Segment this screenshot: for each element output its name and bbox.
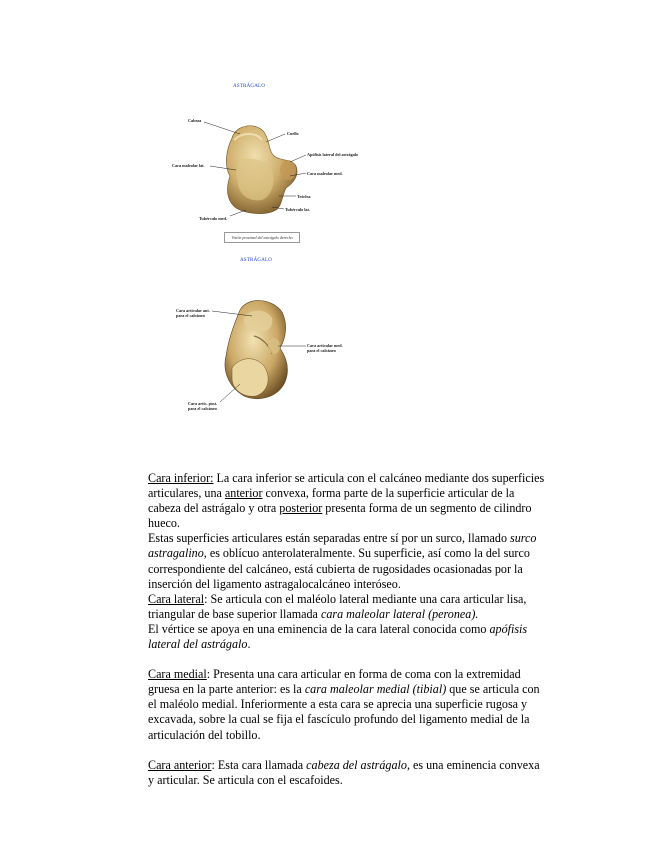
figure2-title: ASTRÁGALO [240, 258, 273, 263]
label-cuello: Cuello [287, 131, 299, 136]
label-cara-maleolar-med: Cara maleolar med. [307, 171, 343, 176]
label-cara-maleolar-lat: Cara maleolar lat. [172, 163, 205, 168]
word-posterior: posterior [279, 501, 323, 516]
label-tuberculo-lat: Tubérculo lat. [285, 207, 310, 212]
label-line: Cara artic. post. [188, 401, 218, 406]
text-span: El vértice se apoya en una eminencia de la cara lateral conocida como [148, 621, 490, 636]
paragraph-surco [148, 531, 548, 591]
term-apofisis-lateral: apófisis lateral del astrágalo [148, 621, 528, 652]
talus-proximal-illustration [226, 126, 297, 214]
text-span: : Se articula con el maléolo lateral mediante una cara articular lisa, triangular de base superior llamada [148, 591, 527, 621]
paragraph-cara-medial [148, 667, 548, 742]
talus-inferior-illustration [225, 300, 288, 398]
text-span: presenta forma de un segmento de cilindro hueco. [148, 501, 532, 531]
text-span: , es una eminencia convexa y articular. Se articula con el escafoides. [148, 757, 540, 787]
body-text [148, 471, 548, 788]
term-cara-maleolar-medial: cara maleolar medial (tibial) [304, 682, 447, 697]
label-tuberculo-med: Tubérculo med. [199, 216, 227, 221]
label-line: Cara articular ant. [176, 308, 210, 313]
paragraph-cara-anterior [148, 758, 548, 788]
heading-cara-inferior: Cara inferior: [148, 471, 214, 485]
paragraph-vertice [148, 622, 548, 652]
word-anterior: anterior [224, 486, 263, 501]
figure1-caption: Visión proximal del astrágalo derecho [224, 232, 300, 243]
heading-cara-anterior: Cara anterior [148, 757, 212, 772]
label-line: para el calcáneo [307, 348, 336, 353]
paragraph-cara-inferior [148, 471, 548, 531]
paragraph-cara-lateral [148, 592, 548, 622]
text-span: que se articula con el maléolo medial. Inferiormente a esta cara se aprecia una superficie rugosa y excavada, sobre la cual se fija el fascículo profundo del ligamento medial de la articulación del tobillo. [148, 682, 540, 742]
figure1-title: ASTRÁGALO [233, 84, 266, 89]
label-cara-articular-post [188, 401, 217, 411]
label-apofisis-lateral: Apófisis lateral del astrágalo [307, 152, 359, 157]
text-span: convexa, forma parte de la superficie articular de la cabeza del astrágalo y otra [148, 486, 515, 516]
text-span: , es oblícuo anterolateralmente. Su superficie, así como la del surco correspondiente del calcáneo, está cubierta de rugosidades ocasionadas por la inserción del ligamento astragalocalcáneo interóseo. [148, 546, 530, 591]
term-cara-maleolar-lateral: cara maleolar lateral (peronea). [320, 606, 479, 621]
text-span: La cara inferior se articula con el calcáneo mediante dos superficies articulares, una [148, 471, 545, 501]
label-cara-articular-ant [176, 308, 210, 318]
text-span: : Esta cara llamada [211, 757, 307, 772]
label-cara-articular-med [307, 343, 343, 353]
term-cabeza-del-astragalo: cabeza del astrágalo [306, 757, 407, 772]
label-line: para el calcáneo [176, 313, 205, 318]
text-span: . [247, 637, 251, 652]
spacer [148, 652, 548, 667]
label-line: para el calcáneo [188, 406, 217, 411]
label-cabeza: Cabeza [188, 118, 202, 123]
spacer [148, 743, 548, 758]
term-surco-astragalino: surco astragalino [148, 531, 537, 561]
label-troclea: Tróclea [297, 194, 311, 199]
text-span: Estas superficies articulares están separadas entre sí por un surco, llamado [148, 531, 511, 546]
label-line: Cara articular med. [307, 343, 343, 348]
heading-cara-lateral: Cara lateral [148, 591, 205, 606]
text-span: : Presenta una cara articular en forma de coma con la extremidad gruesa en la parte anterior: es la [148, 667, 521, 697]
heading-cara-medial: Cara medial [148, 667, 207, 682]
